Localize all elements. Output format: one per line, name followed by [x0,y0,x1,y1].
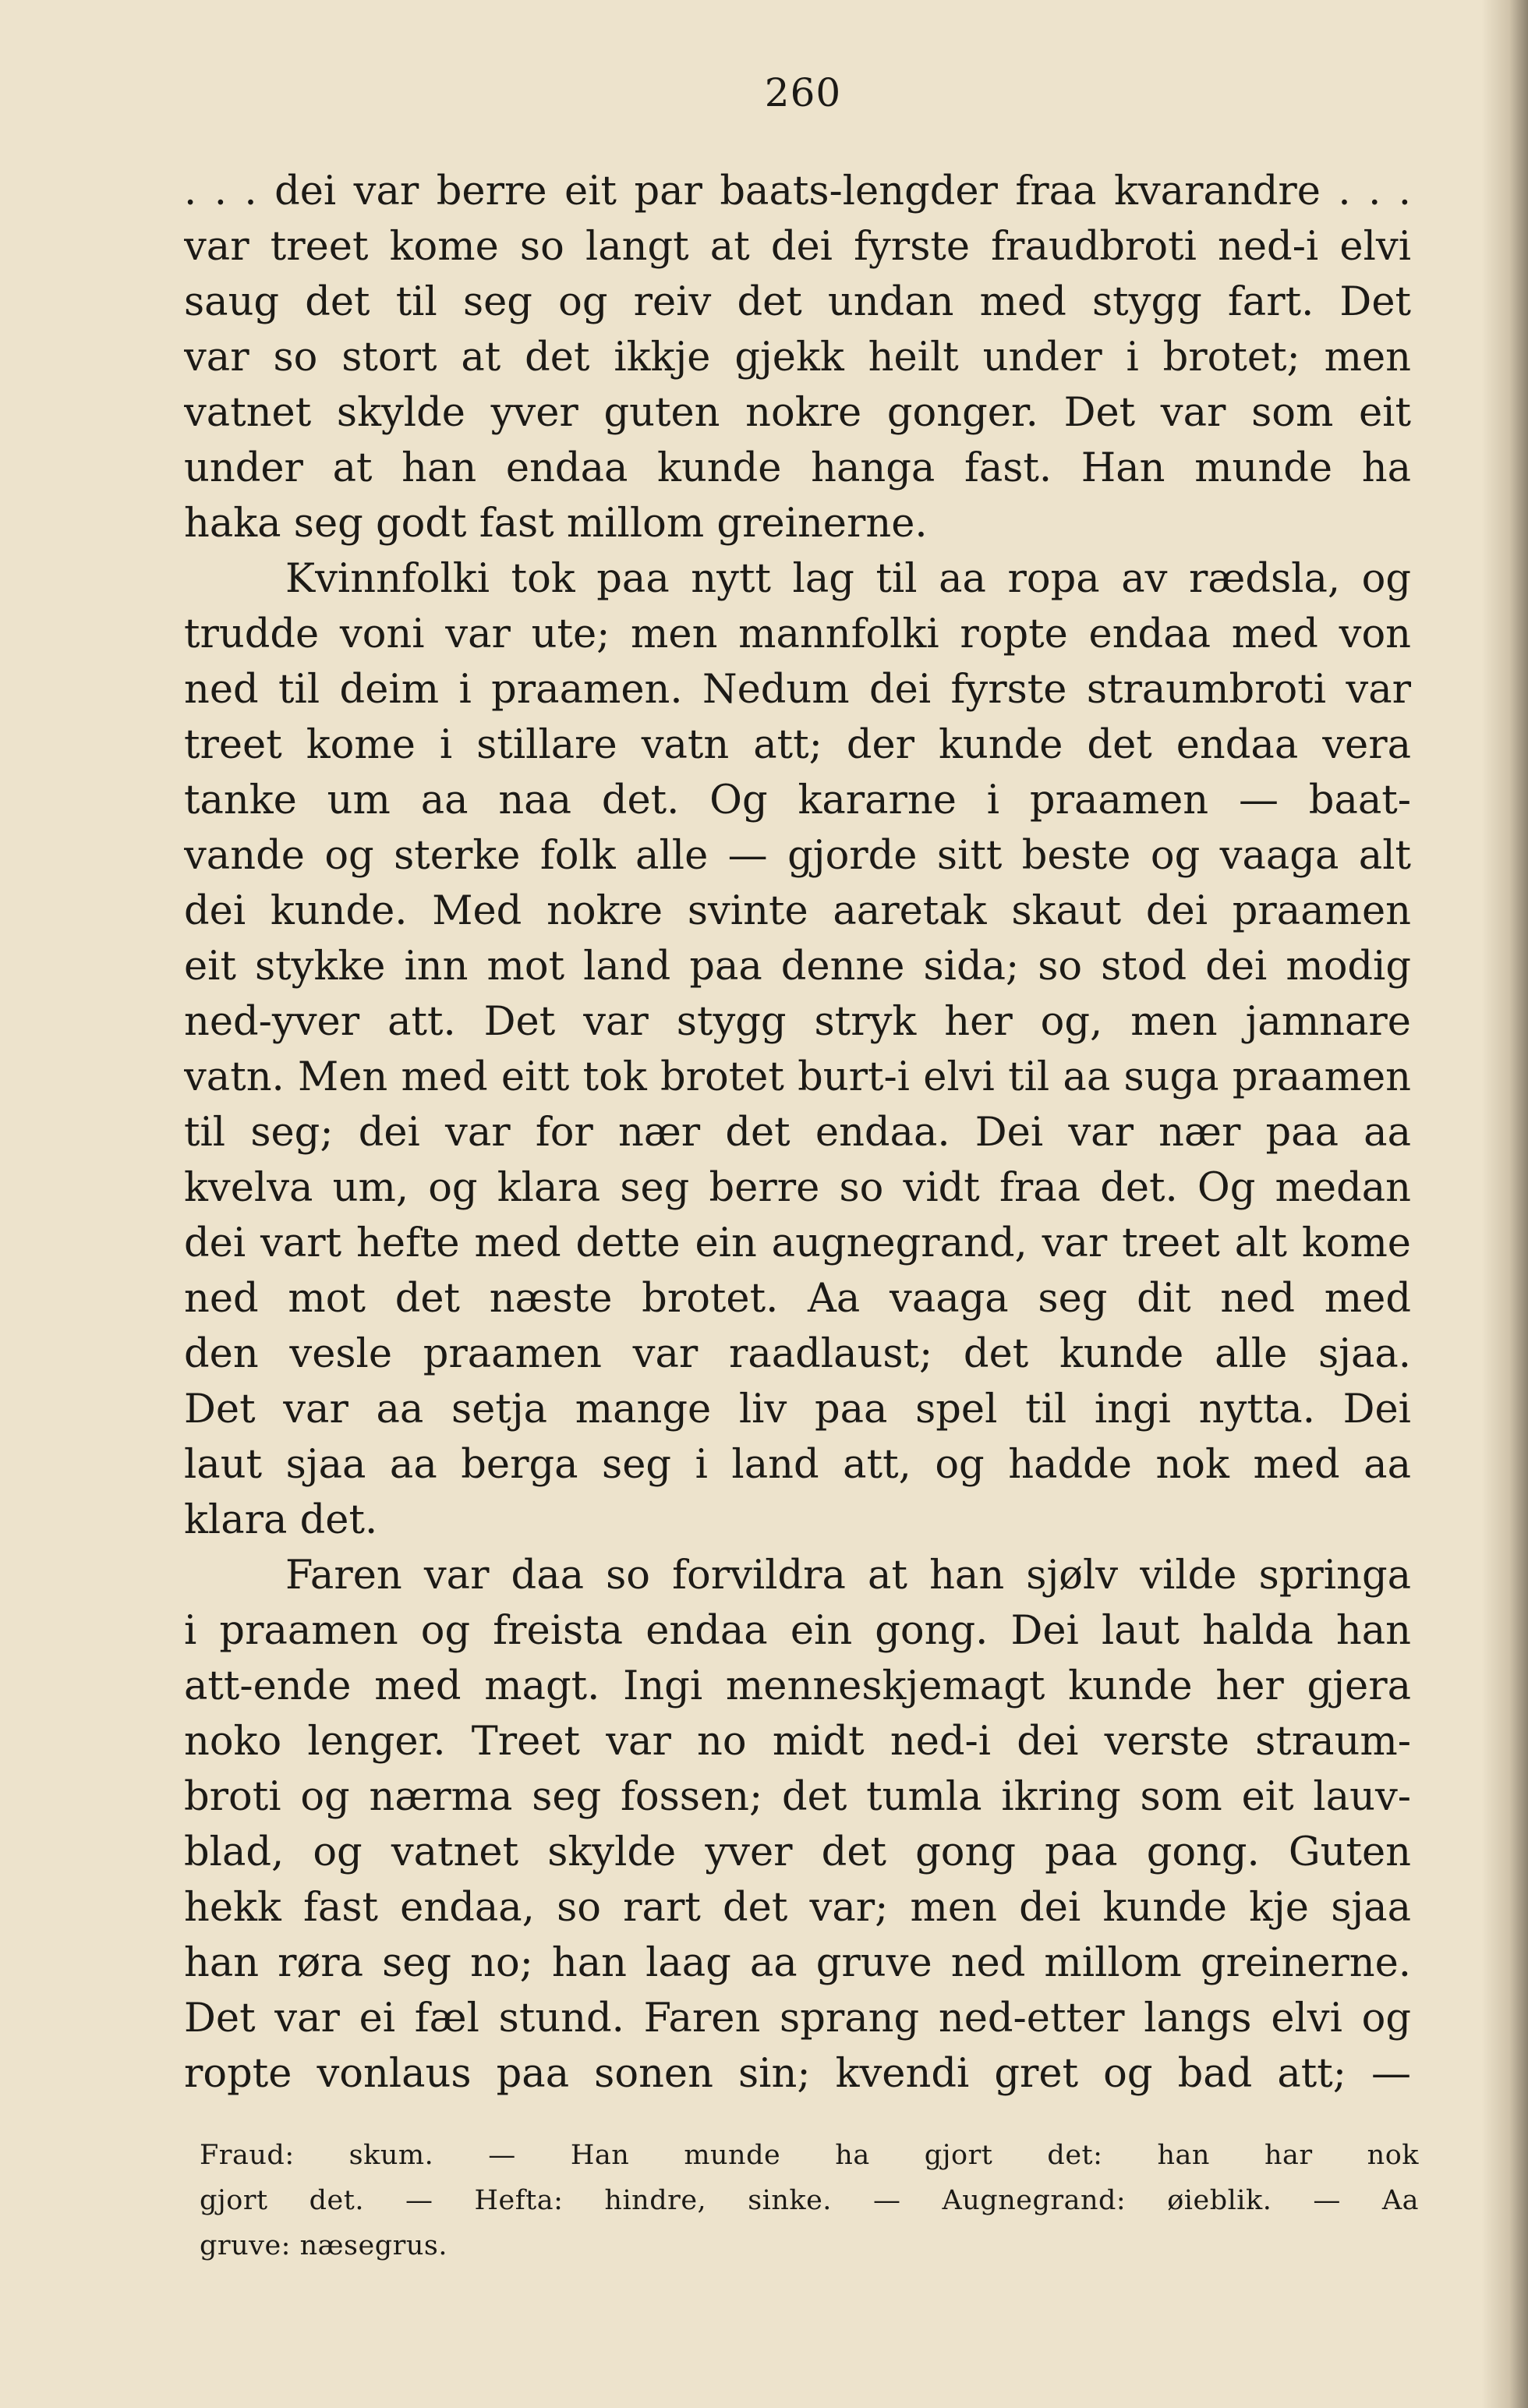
text-line: var so stort at det ikkje gjekk heilt under i brotet; men [184,335,1411,381]
text-line: til seg; dei var for nær det endaa. Dei var nær paa aa [184,1110,1411,1156]
page-number: 260 [764,70,842,115]
text-line: ned til deim i praamen. Nedum dei fyrste straumbroti var [184,667,1411,713]
text-line: ned-yver att. Det var stygg stryk her og, men jamnare [184,999,1411,1045]
footnotes [200,2133,1419,2268]
text-line: eit stykke inn mot land paa denne sida; so stod dei modig [184,944,1411,990]
text-line: treet kome i stillare vatn att; der kunde det endaa vera [184,722,1411,768]
text-line: Faren var daa so forvildra at han sjølv vilde springa [285,1553,1411,1599]
text-line: haka seg godt fast millom greinerne. [184,501,928,547]
text-line: blad, og vatnet skylde yver det gong paa gong. Guten [184,1829,1411,1875]
text-line: ned mot det næste brotet. Aa vaaga seg dit ned med [184,1276,1411,1322]
text-line: vatnet skylde yver guten nokre gonger. Det var som eit [184,390,1411,436]
text-line: den vesle praamen var raadlaust; det kunde alle sjaa. [184,1331,1411,1377]
text-line: laut sjaa aa berga seg i land att, og hadde nok med aa [184,1442,1411,1488]
text-line: . . . dei var berre eit par baats-lengder fraa kvarandre . . . [184,168,1411,214]
text-line: han røra seg no; han laag aa gruve ned millom greinerne. [184,1940,1411,1986]
text-line: dei kunde. Med nokre svinte aaretak skaut dei praamen [184,888,1411,934]
text-line: Det var ei fæl stund. Faren sprang ned-etter langs elvi og [184,1995,1411,2041]
body-text [184,164,1411,2102]
text-line: i praamen og freista endaa ein gong. Dei laut halda han [184,1608,1411,1654]
text-line: var treet kome so langt at dei fyrste fraudbroti ned-i elvi [184,224,1411,270]
text-line: att-ende med magt. Ingi menneskjemagt kunde her gjera [184,1663,1411,1709]
text-line: broti og nærma seg fossen; det tumla ikring som eit lauv- [184,1774,1411,1820]
text-line: tanke um aa naa det. Og kararne i praamen — baat- [184,777,1411,823]
text-line: dei vart hefte med dette ein augnegrand, var treet alt kome [184,1220,1411,1266]
footnote-line: gjort det. — Hefta: hindre, sinke. — Augnegrand: øieblik. — Aa [200,2185,1419,2216]
text-line: ropte vonlaus paa sonen sin; kvendi gret og bad att; — [184,2051,1411,2097]
text-line: trudde voni var ute; men mannfolki ropte endaa med von [184,611,1411,657]
text-line: kvelva um, og klara seg berre so vidt fraa det. Og medan [184,1165,1411,1211]
text-line: Kvinnfolki tok paa nytt lag til aa ropa av rædsla, og [285,556,1411,602]
page-edge-shadow [1481,0,1528,2408]
text-line: Det var aa setja mange liv paa spel til ingi nytta. Dei [184,1386,1411,1432]
text-line: noko lenger. Treet var no midt ned-i dei verste straum- [184,1719,1411,1765]
text-line: vatn. Men med eitt tok brotet burt-i elvi til aa suga praamen [184,1054,1411,1100]
text-line: saug det til seg og reiv det undan med stygg fart. Det [184,279,1411,325]
footnote-line: Fraud: skum. — Han munde ha gjort det: han har nok [200,2140,1419,2171]
footnote-line: gruve: næsegrus. [200,2230,447,2261]
text-line: hekk fast endaa, so rart det var; men dei kunde kje sjaa [184,1885,1411,1931]
text-line: under at han endaa kunde hanga fast. Han munde ha [184,445,1411,491]
text-line: klara det. [184,1497,378,1543]
text-line: vande og sterke folk alle — gjorde sitt beste og vaaga alt [184,833,1411,879]
